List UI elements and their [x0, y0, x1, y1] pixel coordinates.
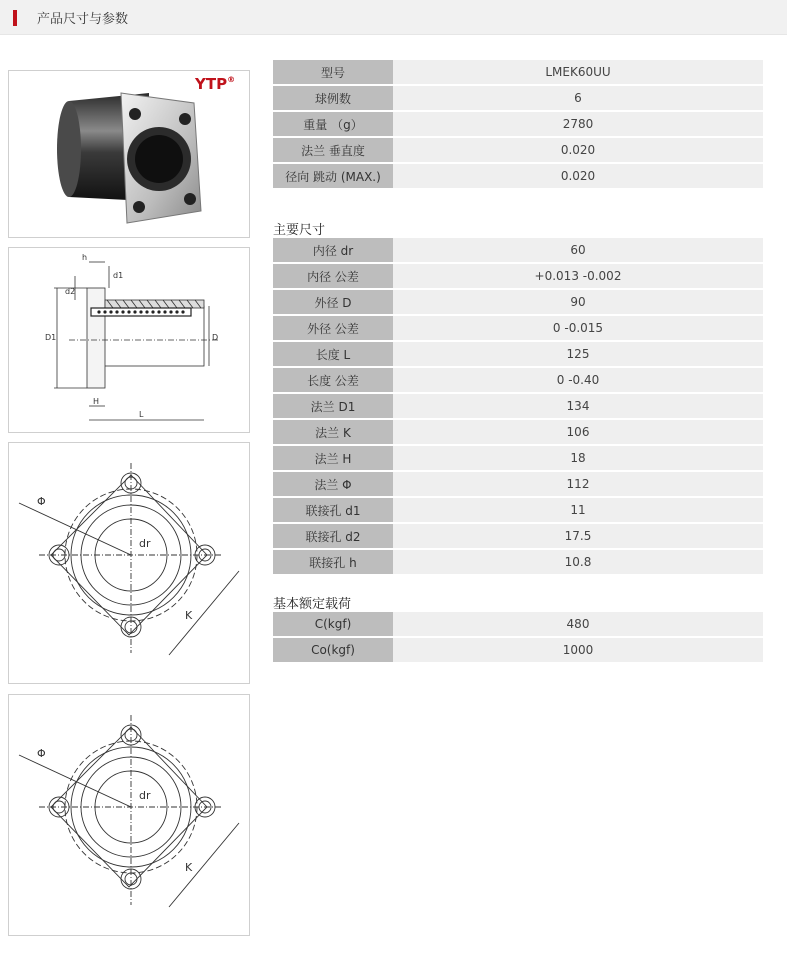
spec-value: 18: [393, 446, 763, 470]
spec-key: 重量 （g）: [273, 112, 393, 136]
table-row: [273, 316, 763, 340]
spec-key: 法兰 D1: [273, 394, 393, 418]
dim-d2-label: d2: [65, 287, 76, 296]
spec-key: 联接孔 d2: [273, 524, 393, 548]
table-row: [273, 420, 763, 444]
dim-K-label-2: K: [185, 861, 193, 874]
front-view-drawing-2: [8, 694, 250, 936]
spec-value: 0.020: [393, 138, 763, 162]
spec-value: 480: [393, 612, 763, 636]
dim-L-label: L: [139, 410, 144, 419]
table-row: [273, 368, 763, 392]
section-title-main-dimensions: 主要尺寸: [273, 223, 326, 238]
spec-value: 125: [393, 342, 763, 366]
table-row: [273, 238, 763, 262]
side-section-drawing: [8, 247, 250, 433]
header-title: 产品尺寸与参数: [37, 12, 129, 27]
spec-key: Co(kgf): [273, 638, 393, 662]
spec-value: 10.8: [393, 550, 763, 574]
spec-value: 0 -0.015: [393, 316, 763, 340]
table-row: [273, 472, 763, 496]
dim-dr-label-2: dr: [139, 789, 151, 802]
spec-key: 长度 公差: [273, 368, 393, 392]
spec-key: 法兰 K: [273, 420, 393, 444]
spec-value: 0 -0.40: [393, 368, 763, 392]
spec-value: 134: [393, 394, 763, 418]
table-row: [273, 264, 763, 288]
dim-D1-label: D1: [45, 333, 57, 342]
spec-value: 1000: [393, 638, 763, 662]
spec-value: +0.013 -0.002: [393, 264, 763, 288]
spec-value: 0.020: [393, 164, 763, 188]
table-row: [273, 112, 763, 136]
table-row: [273, 164, 763, 188]
table-row: [273, 342, 763, 366]
spec-key: 长度 L: [273, 342, 393, 366]
dim-dr-label-1: dr: [139, 537, 151, 550]
spec-table-dimensions: [273, 236, 763, 576]
brand-logo: [195, 75, 235, 93]
spec-table-load: [273, 610, 763, 664]
spec-key: 球例数: [273, 86, 393, 110]
spec-key: 法兰 H: [273, 446, 393, 470]
spec-key: 内径 公差: [273, 264, 393, 288]
spec-key: 径向 跳动 (MAX.): [273, 164, 393, 188]
spec-key: 法兰 Φ: [273, 472, 393, 496]
table-row: [273, 638, 763, 662]
table-row: [273, 446, 763, 470]
table-row: [273, 60, 763, 84]
table-row: [273, 86, 763, 110]
table-row: [273, 612, 763, 636]
table-row: [273, 138, 763, 162]
table-row: [273, 524, 763, 548]
spec-key: 联接孔 d1: [273, 498, 393, 522]
dim-K-label-1: K: [185, 609, 193, 622]
table-row: [273, 498, 763, 522]
dim-h-label: h: [82, 253, 88, 262]
spec-table-general: [273, 58, 763, 190]
brand-logo-text: YTP: [195, 75, 228, 93]
spec-value: 112: [393, 472, 763, 496]
spec-key: 型号: [273, 60, 393, 84]
spec-key: 外径 公差: [273, 316, 393, 340]
dim-d1-label: d1: [113, 271, 124, 280]
spec-value: 90: [393, 290, 763, 314]
table-row: [273, 290, 763, 314]
spec-value: 106: [393, 420, 763, 444]
table-row: [273, 550, 763, 574]
dim-H-label: H: [93, 397, 100, 406]
product-photo: [8, 70, 250, 238]
spec-value: 6: [393, 86, 763, 110]
section-title-basic-rated-load: 基本额定载荷: [273, 597, 352, 612]
spec-value: 60: [393, 238, 763, 262]
table-row: [273, 394, 763, 418]
header-accent-mark: [13, 10, 17, 26]
dim-phi-label-2: Φ: [37, 747, 46, 760]
spec-key: C(kgf): [273, 612, 393, 636]
spec-value: LMEK60UU: [393, 60, 763, 84]
header-bar: [0, 0, 787, 35]
spec-key: 外径 D: [273, 290, 393, 314]
spec-value: 17.5: [393, 524, 763, 548]
spec-value: 2780: [393, 112, 763, 136]
spec-value: 11: [393, 498, 763, 522]
spec-key: 法兰 垂直度: [273, 138, 393, 162]
dim-phi-label-1: Φ: [37, 495, 46, 508]
spec-key: 联接孔 h: [273, 550, 393, 574]
brand-logo-reg: ®: [227, 75, 236, 84]
front-view-drawing-1: [8, 442, 250, 684]
spec-key: 内径 dr: [273, 238, 393, 262]
dim-D-label: D: [212, 333, 219, 342]
